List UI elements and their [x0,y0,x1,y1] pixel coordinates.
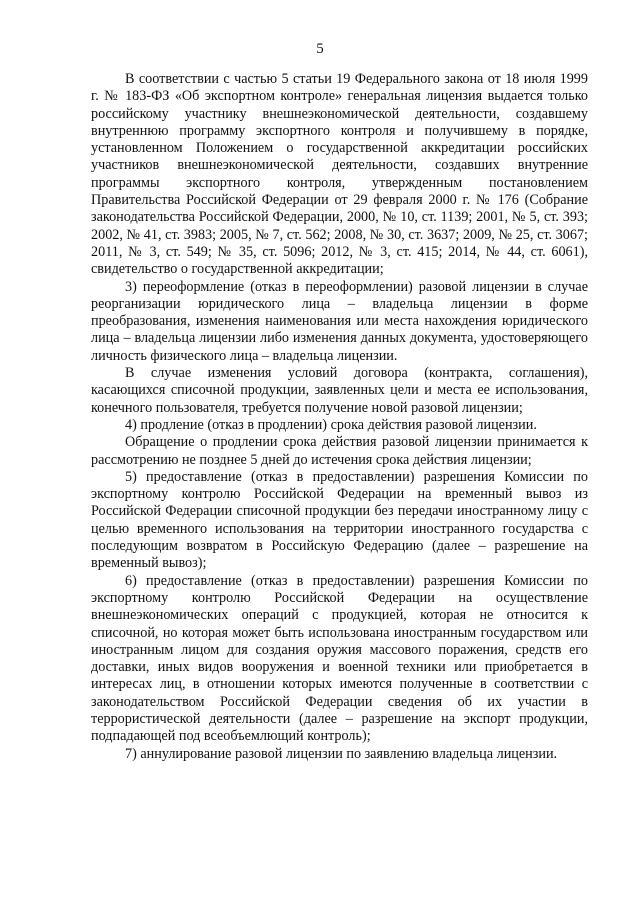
paragraph-item-3-reissue: 3) переоформление (отказ в переоформлении) разовой лицензии в случае реорганизации юридического лица – владельца лицензии в форме преобразования, изменения наименования или места нахождения юридического лица – владельца лицензии либо изменения данных документа, удостоверяющего личность физического лица – владельца лицензии. [91,278,588,364]
paragraph-item-4-extension: 4) продление (отказ в продлении) срока действия разовой лицензии. [125,416,537,433]
paragraph-extension-request: Обращение о продлении срока действия разовой лицензии принимается к рассмотрению не позднее 5 дней до истечения срока действия лицензии; [91,434,588,468]
page-number: 5 [316,41,324,57]
document-body [91,71,588,763]
paragraph-item-5-temporary-export: 5) предоставление (отказ в предоставлении) разрешения Комиссии по экспортному контролю Российской Федерации на временный вывоз из Российской Федерации списочной продукции без передачи иностранному лицу с целью временного использования на территории иностранного государства с последующим возвратом в Российскую Федерацию (далее – разрешение на временный вывоз); [91,468,588,572]
paragraph-item-6-catch-all-export: 6) предоставление (отказ в предоставлении) разрешения Комиссии по экспортному контролю Российской Федерации на осуществление внешнеэкономических операций с продукцией, которая не относится к списочной, но которая может быть использована иностранным государством или иностранным лицом для создания оружия массового поражения, средств его доставки, иных видов вооружения и военной техники или приобретается в интересах лиц, в отношении которых имеются полученные в соответствии с законодательством Российской Федерации сведения об их участии в террористической деятельности (далее – разрешение на экспорт продукции, подпадающей под всеобъемлющий контроль); [91,572,588,745]
paragraph-contract-change: В случае изменения условий договора (контракта, соглашения), касающихся списочной продукции, заявленных цели и места ее использования, конечного пользователя, требуется получение новой разовой лицензии; [91,365,588,416]
paragraph-general-license: В соответствии с частью 5 статьи 19 Федерального закона от 18 июля 1999 г. № 183-ФЗ «Об экспортном контроле» генеральная лицензия выдается только российскому участнику внешнеэкономической деятельности, создавшему внутреннюю программу экспортного контроля и получившему в порядке, установленном Положением о государственной аккредитации российских участников внешнеэкономической деятельности, создавших внутренние программы экспортного контроля, утвержденным постановлением Правительства Российской Федерации от 29 февраля 2000 г. № 176 (Собрание законодательства Российской Федерации, 2000, № 10, ст. 1139; 2001, № 5, ст. 393; 2002, № 41, ст. 3983; 2005, № 7, ст. 562; 2008, № 30, ст. 3637; 2009, № 25, ст. 3067; 2011, № 3, ст. 549; № 35, ст. 5096; 2012, № 3, ст. 415; 2014, № 44, ст. 6061), свидетельство о государственной аккредитации; [91,71,588,278]
paragraph-item-7-annulment: 7) аннулирование разовой лицензии по заявлению владельца лицензии. [125,745,558,762]
